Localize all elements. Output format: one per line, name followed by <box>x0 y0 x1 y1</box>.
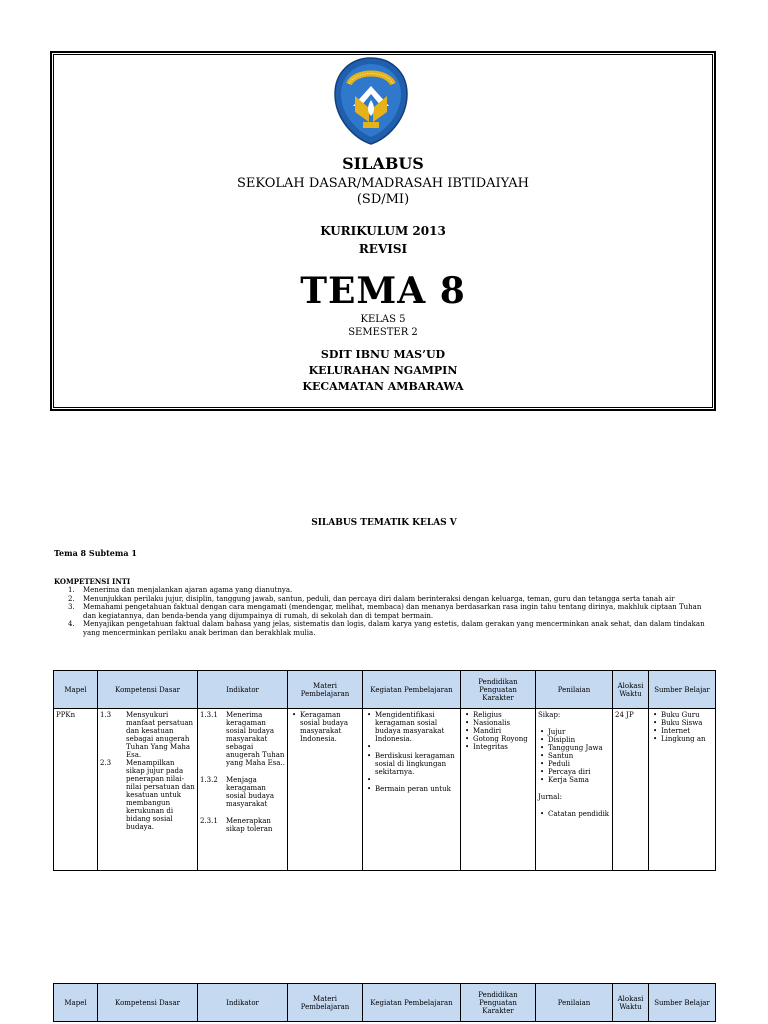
cell-materi <box>288 709 363 871</box>
cell-kegiatan <box>363 709 461 871</box>
penilaian-sikap-label: Sikap: <box>538 711 561 719</box>
sumber-item: • Internet <box>651 727 713 735</box>
karakter-item: • Religius <box>463 711 533 719</box>
penilaian-jurnal-label: Jurnal: <box>538 793 562 801</box>
header-sumber: Sumber Belajar <box>649 671 716 709</box>
kd-item: 1.3 Mensyukuri manfaat persatuan dan kesatuan sebagai anugerah Tuhan Yang Maha Esa. <box>100 711 194 759</box>
karakter-item: • Integritas <box>463 743 533 751</box>
cell-mapel: PPKn <box>54 709 98 871</box>
penilaian-item: • Catatan pendidik <box>538 810 610 818</box>
header-kompetensi-dasar: Kompetensi Dasar <box>98 984 198 1022</box>
cover-school-name: SDIT IBNU MAS’UD <box>320 348 446 361</box>
cover-curriculum: KURIKULUM 2013 <box>320 224 446 238</box>
penilaian-item: • Peduli <box>538 760 610 768</box>
cell-kompetensi-dasar <box>98 709 198 871</box>
header-karakter: Pendidikan Penguatan Karakter <box>461 984 536 1022</box>
table-header-row <box>54 984 716 1022</box>
ki-item: 3. Memahami pengetahuan faktual dengan cara mengamati (mendengar, melihat, membaca) dan menanya berdasarkan rasa ingin tahu tentang dirinya, makhluk ciptaan Tuhan dan kegiatannya, dan benda-benda yang dijumpainya di rumah, di sekolah dan di tempat bermain. <box>68 603 702 620</box>
karakter-item: • Gotong Royong <box>463 735 533 743</box>
document-title: SILABUS TEMATIK KELAS V <box>311 518 457 528</box>
cover-school-line2: (SD/MI) <box>356 192 410 207</box>
penilaian-item: • Jujur <box>538 728 610 736</box>
table-row <box>54 709 716 871</box>
header-kegiatan: Kegiatan Pembelajaran <box>363 671 461 709</box>
indikator-item: 1.3.2 Menjaga keragaman sosial budaya masyarakat <box>200 776 275 808</box>
kegiatan-item: • Bermain peran untuk <box>365 785 458 793</box>
materi-item: • Keragaman sosial budaya masyarakat Indonesia. <box>290 711 360 743</box>
kegiatan-item: • Mengidentifikasi keragaman sosial budaya masyarakat Indonesia. <box>365 711 458 743</box>
cover-school-line1: SEKOLAH DASAR/MADRASAH IBTIDAIYAH <box>237 176 529 191</box>
penilaian-item: • Percaya diri <box>538 768 610 776</box>
ki-list <box>54 586 716 637</box>
header-sumber: Sumber Belajar <box>649 984 716 1022</box>
indikator-item: 1.3.1 Menerima keragaman sosial budaya masyarakat sebagai anugerah Tuhan yang Maha Esa.. <box>200 711 285 767</box>
indikator-item: 2.3.1 Menerapkan sikap toleran <box>200 817 273 833</box>
cover-district: KECAMATAN AMBARAWA <box>302 380 464 393</box>
header-mapel: Mapel <box>54 984 98 1022</box>
cover-revision: REVISI <box>358 242 408 256</box>
ki-heading: KOMPETENSI INTI <box>54 577 131 586</box>
cover-theme: TEMA 8 <box>300 270 466 312</box>
header-alokasi: Alokasi Waktu <box>613 984 649 1022</box>
cell-karakter <box>461 709 536 871</box>
sumber-item: • Buku Siswa <box>651 719 713 727</box>
syllabus-table <box>53 670 716 871</box>
header-karakter: Pendidikan Penguatan Karakter <box>461 671 536 709</box>
header-indikator: Indikator <box>198 984 288 1022</box>
header-penilaian: Penilaian <box>536 671 613 709</box>
penilaian-item: • Kerja Sama <box>538 776 610 784</box>
cell-alokasi: 24 JP <box>613 709 649 871</box>
cell-sumber <box>649 709 716 871</box>
header-materi: Materi Pembelajaran <box>288 984 363 1022</box>
header-penilaian: Penilaian <box>536 984 613 1022</box>
cover-village: KELURAHAN NGAMPIN <box>308 364 458 377</box>
karakter-item: • Mandiri <box>463 727 533 735</box>
header-materi: Materi Pembelajaran <box>288 671 363 709</box>
header-indikator: Indikator <box>198 671 288 709</box>
header-mapel: Mapel <box>54 671 98 709</box>
penilaian-item: • Santun <box>538 752 610 760</box>
header-alokasi: Alokasi Waktu <box>613 671 649 709</box>
kd-item: 2.3 Menampilkan sikap jujur pada penerapan nilai-nilai persatuan dan kesatuan untuk membangun kerukunan di bidang sosial budaya. <box>100 759 195 831</box>
penilaian-item: • Tanggung Jawa <box>538 744 610 752</box>
ki-item: 2. Menunjukkan perilaku jujur, disiplin, tanggung jawab, santun, peduli, dan percaya diri dalam berinteraksi dengan keluarga, teman, guru dan tetangga serta tanah air <box>68 594 675 603</box>
subtema-label: Tema 8 Subtema 1 <box>54 548 137 558</box>
kegiatan-item: • Berdiskusi keragaman sosial di lingkungan sekitarnya. <box>365 752 458 776</box>
cell-indikator <box>198 709 288 871</box>
cover-title: SILABUS <box>342 154 424 173</box>
ki-item: 1. Menerima dan menjalankan ajaran agama yang dianutnya. <box>68 586 293 594</box>
cell-penilaian <box>536 709 613 871</box>
syllabus-table-continued <box>53 983 716 1022</box>
table-header-row <box>54 671 716 709</box>
header-kegiatan: Kegiatan Pembelajaran <box>363 984 461 1022</box>
cover-class: KELAS 5 <box>360 314 406 325</box>
header-kompetensi-dasar: Kompetensi Dasar <box>98 671 198 709</box>
karakter-item: • Nasionalis <box>463 719 533 727</box>
cover-semester: SEMESTER 2 <box>348 327 418 338</box>
sumber-item: • Buku Guru <box>651 711 713 719</box>
tut-wuri-handayani-logo <box>333 56 409 146</box>
ki-item: 4. Menyajikan pengetahuan faktual dalam bahasa yang jelas, sistematis dan logis, dalam karya yang estetis, dalam gerakan yang mencerminkan anak sehat, dan dalam tindakan yang mencerminkan perilaku anak beriman dan berakhlak mulia. <box>68 620 705 637</box>
sumber-item: • Lingkung an <box>651 735 713 743</box>
penilaian-item: • Disiplin <box>538 736 610 744</box>
